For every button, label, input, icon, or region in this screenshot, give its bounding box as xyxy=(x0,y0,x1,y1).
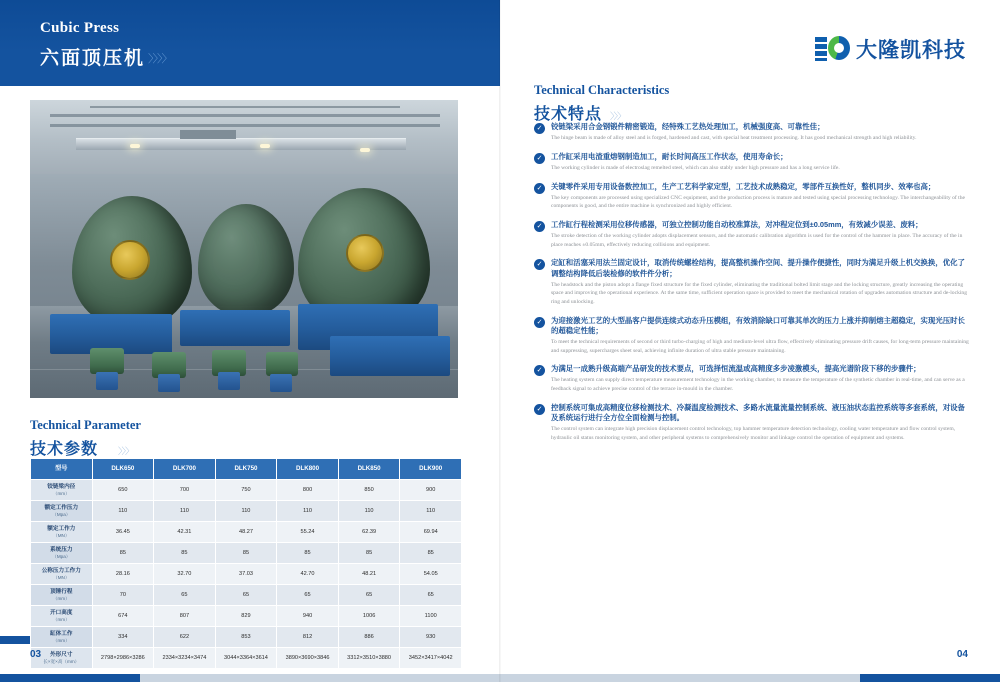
list-item xyxy=(534,364,972,393)
bullet-text-en: The heating system can supply direct temperature measurement technology in the working chamber, to measure the temperature of the synthetic chamber in real-time, and can serve as a feedback signal to achieve precise control of the terrace in-mould in the chamber. xyxy=(551,377,965,392)
check-icon: ✓ xyxy=(534,183,545,194)
check-icon: ✓ xyxy=(534,221,545,232)
table-cell: 110 xyxy=(338,501,400,522)
row-label-text: 顶锤行程 xyxy=(50,588,73,595)
bullet-text-en: The headstock and the piston adopt a flange fixed structure for the fixed cylinder, eliminating the traditional bolted limit stage and the locking structure, greatly increasing the operating space and improving the operational experience. At the same time, sufficient operation space is provided to meet the mechanical rotation of upgrades automation structure and de-locking ring and unlocking. xyxy=(551,281,968,305)
table-cell: 700 xyxy=(154,480,216,501)
tech-characteristics-list xyxy=(534,122,972,452)
motor-unit xyxy=(90,348,124,374)
control-cabinet xyxy=(330,336,450,376)
list-item xyxy=(534,220,972,249)
press-hub xyxy=(346,234,384,272)
list-item xyxy=(534,182,972,211)
table-cell: 85 xyxy=(154,543,216,564)
chevron-decoration-icon: 〉〉〉 xyxy=(118,446,134,456)
bullet-text-cn: 为满足一成熟升级高端产品研发的技术要点，可选择恒流温或高精度多步凌激模头，提高光谱阶段下移的步骤件； xyxy=(551,364,921,374)
table-row-label xyxy=(31,606,93,627)
table-row xyxy=(31,648,462,669)
table-cell: 54.05 xyxy=(400,564,462,585)
row-label-text: 系统压力 xyxy=(50,546,73,553)
bullet-text-en: The hinge beam is made of alloy steel and is forged, hardened and cast, with special heat treatment processing. It has good mechanical strength and high reliability. xyxy=(551,135,917,142)
table-row xyxy=(31,606,462,627)
photo-roof-beam xyxy=(50,114,440,117)
check-icon: ✓ xyxy=(534,153,545,164)
table-cell: 650 xyxy=(92,480,154,501)
table-col-header: DLK850 xyxy=(338,459,400,480)
check-icon: ✓ xyxy=(534,317,545,328)
page-number-right: 04 xyxy=(956,649,968,660)
page-title-cn: 六面顶压机 xyxy=(40,48,146,69)
table-cell: 812 xyxy=(277,627,339,648)
check-icon: ✓ xyxy=(534,404,545,415)
row-label-unit: （mm） xyxy=(52,637,70,643)
table-row-label xyxy=(31,627,93,648)
table-cell: 750 xyxy=(215,480,277,501)
technical-parameter-table xyxy=(30,458,462,669)
row-label-text: 额定工作压力 xyxy=(44,504,79,511)
photo-ceiling xyxy=(30,100,458,174)
table-cell: 622 xyxy=(154,627,216,648)
row-label-unit: （Mpa） xyxy=(52,553,71,559)
bullet-text-cn: 工作缸采用电渣重熔钢制造加工，耐长时间高压工作状态，使用寿命长； xyxy=(551,151,788,161)
table-cell: 110 xyxy=(92,501,154,522)
table-cell: 2334×3234×3474 xyxy=(154,648,216,669)
photo-lamp xyxy=(360,148,370,152)
table-cell: 674 xyxy=(92,606,154,627)
row-label-unit: （MN） xyxy=(53,574,70,580)
parameter-title-en: Technical Parameter xyxy=(30,418,141,432)
table-col-header: DLK700 xyxy=(154,459,216,480)
bullet-text-cn: 铰链梁采用合金钢锻件精密锻造，经特殊工艺热处理加工，机械强度高、可靠性佳； xyxy=(551,122,825,131)
pump-unit xyxy=(96,372,118,390)
bullet-text-en: The stroke detection of the working cylinder adopts displacement sensors, and the automatic calibration algorithm is used for the control of the hammer in place. The accuracy of the in place reaches ±0.05mm, effectively reducing collisions and equipment. xyxy=(551,233,963,248)
bullet-text-en: The key components are processed using specialized CNC equipment, and the production process is mature and tested using special processing technology. The interchangeability of the components is good, and the entire machine is synchronized and highly efficient. xyxy=(551,194,965,210)
table-header-row xyxy=(31,459,462,480)
table-cell: 32.70 xyxy=(154,564,216,585)
photo-lamp xyxy=(260,144,270,148)
table-cell: 930 xyxy=(400,627,462,648)
list-item xyxy=(534,152,972,172)
table-cell: 1006 xyxy=(338,606,400,627)
table-cell: 85 xyxy=(338,543,400,564)
table-row-label xyxy=(31,480,93,501)
table-cell: 110 xyxy=(400,501,462,522)
chevron-decoration-icon: 〉〉〉〉 xyxy=(148,52,172,65)
company-logo xyxy=(815,34,966,64)
bullet-text-en: To meet the technical requirements of second or third turbo-charging of high and medium-level ultra flow, effectively eliminating pressure drift causes, for long-term pressure maintaining and suppressing, supercharges sheet seal, achieving infinite duration of ultra stable pressure maintaining. xyxy=(551,339,969,354)
list-item xyxy=(534,403,972,442)
photo-roof-beam xyxy=(90,106,400,108)
table-cell: 85 xyxy=(215,543,277,564)
row-label-unit: （MN） xyxy=(53,532,70,538)
table-cell: 65 xyxy=(154,585,216,606)
table-cell: 2798×2986×3286 xyxy=(92,648,154,669)
photo-roof-beam xyxy=(50,124,440,127)
list-item xyxy=(534,122,972,142)
left-page-header xyxy=(0,0,500,86)
table-body xyxy=(31,480,462,669)
table-row xyxy=(31,543,462,564)
table-cell: 807 xyxy=(154,606,216,627)
table-cell: 69.94 xyxy=(400,522,462,543)
table-cell: 65 xyxy=(400,585,462,606)
photo-scene xyxy=(30,100,458,398)
footer-strip-right xyxy=(500,674,1000,682)
table-col-header: DLK750 xyxy=(215,459,277,480)
table-row-label xyxy=(31,543,93,564)
page-gutter xyxy=(499,0,501,682)
bullet-text-cn: 定缸和活塞采用法兰固定设计，取消传统螺栓结构，提高整机操作空间、提升操作便捷性，同时为满足升级上机交换换，优化了调整结构降低后装检修的软件件分析； xyxy=(551,258,965,278)
bullet-text-en: The working cylinder is made of electroslag remelted steel, which can also stably under high pressure and has a long service life. xyxy=(551,164,840,171)
table-cell: 42.31 xyxy=(154,522,216,543)
pump-unit xyxy=(218,372,240,390)
table-row xyxy=(31,522,462,543)
right-page xyxy=(500,0,1000,682)
cubic-press-unit xyxy=(198,204,294,316)
chevron-decoration-icon: 〉〉〉 xyxy=(610,111,626,121)
table-cell: 48.21 xyxy=(338,564,400,585)
tech-title-en: Technical Characteristics xyxy=(534,83,670,97)
table-cell: 853 xyxy=(215,627,277,648)
table-cell: 334 xyxy=(92,627,154,648)
table-row xyxy=(31,501,462,522)
table-cell: 42.70 xyxy=(277,564,339,585)
table-row-label xyxy=(31,564,93,585)
footer-accent-bar xyxy=(0,636,30,644)
row-label-unit: （Mpa） xyxy=(52,511,71,517)
row-label-text: 外形尺寸 xyxy=(50,651,73,658)
bullet-text-cn: 工作缸行程检测采用位移传感器，可独立控制功能自动校准算法，对冲程定位到±0.05mm，有效减少误差、废料； xyxy=(551,220,923,230)
table-cell: 65 xyxy=(338,585,400,606)
list-item xyxy=(534,258,972,306)
table-cell: 850 xyxy=(338,480,400,501)
product-photo xyxy=(30,100,458,398)
table-row-label xyxy=(31,522,93,543)
table-cell: 829 xyxy=(215,606,277,627)
photo-lamp xyxy=(130,144,140,148)
check-icon: ✓ xyxy=(534,365,545,376)
table-cell: 110 xyxy=(215,501,277,522)
logo-bars-icon xyxy=(815,37,827,61)
check-icon: ✓ xyxy=(534,259,545,270)
table-row xyxy=(31,585,462,606)
parameter-title-cn: 技术参数 xyxy=(30,441,99,458)
table-cell: 3312×3510×3880 xyxy=(338,648,400,669)
table-row xyxy=(31,480,462,501)
table-cell: 55.24 xyxy=(277,522,339,543)
table-col-header: DLK800 xyxy=(277,459,339,480)
table-row-label xyxy=(31,501,93,522)
company-name: 大隆凯科技 xyxy=(856,39,966,62)
table-cell: 70 xyxy=(92,585,154,606)
table-cell: 1100 xyxy=(400,606,462,627)
pump-unit xyxy=(270,374,292,392)
table-cell: 110 xyxy=(154,501,216,522)
table-col-header: DLK650 xyxy=(92,459,154,480)
row-label-unit: （mm） xyxy=(52,616,70,622)
bullet-text-cn: 关键零件采用专用设备数控加工，生产工艺科学家定型，工艺技术成熟稳定，零部件互换性好，整机同步、效率也高； xyxy=(551,181,936,191)
press-hub xyxy=(110,240,150,280)
table-cell: 85 xyxy=(400,543,462,564)
list-item xyxy=(534,316,972,355)
table-cell: 886 xyxy=(338,627,400,648)
table-cell: 800 xyxy=(277,480,339,501)
table-cell: 85 xyxy=(92,543,154,564)
bullet-text-cn: 控制系统可集成高精度位移检测技术、冷凝温度检测技术、多路水流量流量控制系统、液压油状态监控系统等多套系统，对设备及系统运行进行全方位全面检测与控制。 xyxy=(551,402,965,423)
control-cabinet xyxy=(180,310,290,346)
table-cell: 110 xyxy=(277,501,339,522)
table-cell: 3452×3417×4042 xyxy=(400,648,462,669)
page-number-left: 03 xyxy=(30,649,42,660)
row-label-text: 缸体工作 xyxy=(50,630,73,637)
table-row xyxy=(31,627,462,648)
table-cell: 62.39 xyxy=(338,522,400,543)
bullet-text-en: The control system can integrate high precision displacement control technology, top hammer temperature detection technology, cooling water temperature and flow control system, hydraulic oil status monitoring system, and other peripheral systems to comprehensively monitor and linkage control the operation of equipment and systems. xyxy=(551,426,956,441)
table-cell: 28.16 xyxy=(92,564,154,585)
check-icon: ✓ xyxy=(534,123,545,134)
row-label-unit: （mm） xyxy=(52,490,70,496)
table-row xyxy=(31,564,462,585)
motor-unit xyxy=(266,352,298,376)
row-label-unit: 长×宽×高（mm） xyxy=(43,658,80,664)
table-cell: 940 xyxy=(277,606,339,627)
row-label-text: 铰链梁内径 xyxy=(47,483,76,490)
row-label-text: 额定工作力 xyxy=(47,525,76,532)
row-label-text: 开口高度 xyxy=(50,609,73,616)
table-cell: 3044×3364×3614 xyxy=(215,648,277,669)
table-col-header: DLK900 xyxy=(400,459,462,480)
tech-title-cn: 技术特点 xyxy=(534,106,603,123)
table-cell: 65 xyxy=(277,585,339,606)
row-label-text: 公称压力工作力 xyxy=(41,567,81,574)
page-title-en: Cubic Press xyxy=(40,20,120,36)
table-cell: 37.03 xyxy=(215,564,277,585)
logo-circle-icon xyxy=(828,36,850,60)
table-cell: 85 xyxy=(277,543,339,564)
table-cell: 48.27 xyxy=(215,522,277,543)
bullet-text-cn: 为迎接激光工艺的大型晶客户提供连续式动态升压模组，有效消除缺口可靠其单次的压力上涨并抑制熔主超稳定，实现光压时长的超稳定性能； xyxy=(551,315,965,336)
table-cell: 65 xyxy=(215,585,277,606)
table-col-header: 型号 xyxy=(31,459,93,480)
dalong-logo-icon xyxy=(815,34,849,64)
row-label-unit: （mm） xyxy=(52,595,70,601)
footer-strip-left xyxy=(0,674,500,682)
table-row-label xyxy=(31,585,93,606)
photo-overhead-crane xyxy=(76,138,406,150)
table-cell: 36.45 xyxy=(92,522,154,543)
table-cell: 900 xyxy=(400,480,462,501)
photo-crane-trolley xyxy=(180,130,236,139)
table-cell: 3890×3690×3846 xyxy=(277,648,339,669)
pump-unit xyxy=(158,374,180,392)
